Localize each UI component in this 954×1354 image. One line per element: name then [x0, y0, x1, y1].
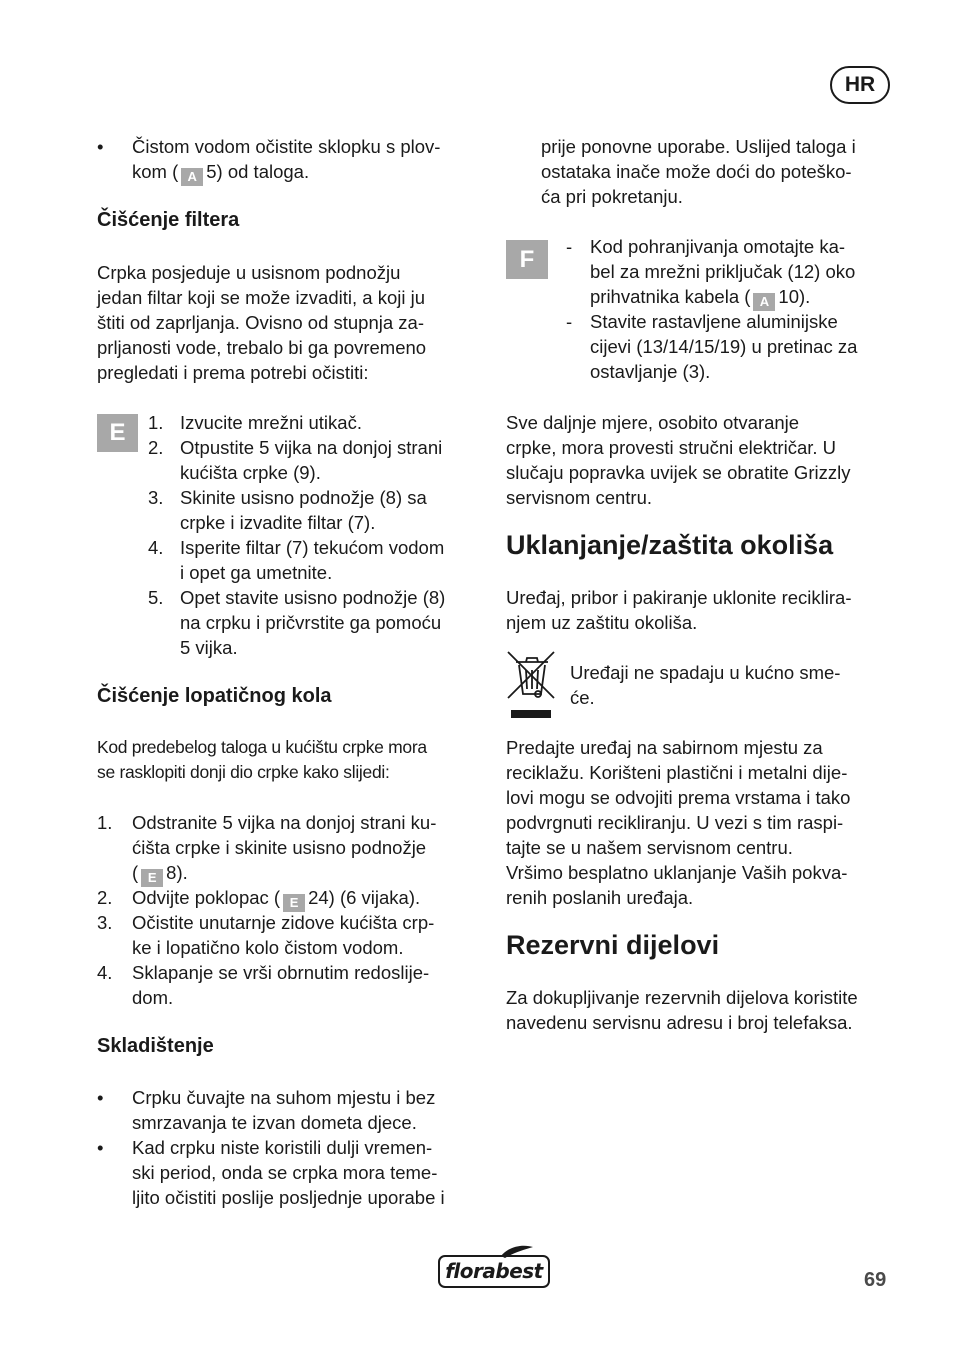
language-badge: HR: [830, 66, 890, 104]
list-item: 4. Isperite filtar (7) tekućom vodom i opet ga umetnite.: [148, 537, 445, 583]
filter-heading: Čišćenje filtera: [97, 209, 240, 231]
list-item: 2. Otpustite 5 vijka na donjoj strani kućišta crpke (9).: [148, 437, 443, 483]
list-item: 4. Sklapanje se vrši obrnutim redoslije- dom.: [97, 962, 430, 1008]
dash-item: - Kod pohranjivanja omotajte ka- bel za mrežni priključak (12) oko prihvatnika kabela ( A 10).: [566, 236, 856, 309]
impeller-steps-list: [97, 810, 487, 1010]
weee-bin-icon: [506, 648, 556, 720]
figure-tag-a: A: [753, 293, 775, 311]
impeller-heading: Čišćenje lopatičnog kola: [97, 685, 332, 707]
figure-tag-a: A: [181, 168, 203, 186]
bullet: •: [97, 136, 104, 157]
bullet-item: • Crpku čuvajte na suhom mjestu i bez smrzavanja te izvan dometa djece.: [97, 1087, 436, 1133]
filter-paragraph: Crpka posjeduje u usisnom podnožju jedan filtar koji se može izvaditi, a koji ju štiti od zaprljanja. Ovisno od stupnja za- prljanosti vode, trebalo bi ga povremeno pregledati i prema potrebi očistiti:: [97, 262, 427, 383]
filter-steps-list: [148, 410, 488, 660]
dash-item: - Stavite rastavljene aluminijske cijevi (13/14/15/19) u pretinac za ostavljanje (3).: [566, 311, 858, 382]
florabest-logo: [437, 1244, 551, 1290]
page-number: 69: [864, 1269, 887, 1291]
continued-paragraph: prije ponovne uporabe. Uslijed taloga i ostataka inače može doći do poteško- ća pri pokretanju.: [541, 136, 856, 207]
list-item: 1. Izvucite mrežni utikač.: [148, 412, 362, 433]
list-item: 3. Skinite usisno podnožje (8) sa crpke i izvadite filtar (7).: [148, 487, 427, 533]
text-line: Čistom vodom očistite sklopku s plov-: [132, 136, 441, 157]
spare-parts-heading: Rezervni dijelovi: [506, 930, 720, 960]
bullet-item: • Kad crpku niste koristili dulji vremen- ski period, onda se crpka mora teme- ljito očistiti poslije posljednje uporabe i: [97, 1137, 445, 1208]
recycling-paragraph: Predajte uređaj na sabirnom mjestu za reciklažu. Korišteni plastični i metalni dije- lovi mogu se odvojiti prema vrstama i tako podvrgnuti recikliranju. U vezi s tim raspi- tajte se u našem servisnom centru. Vršimo besplatno uklanjanje Vaših pokva- renih poslanih uređaja.: [506, 737, 851, 908]
section-box-f: F: [506, 240, 548, 279]
text-line: kom ( A 5) od taloga.: [132, 161, 310, 184]
list-item: 1. Odstranite 5 vijka na donjoj strani ku- ćišta crpke i skinite usisno podnožje ( E 8).: [97, 812, 437, 885]
storage-dash-list: [566, 234, 901, 384]
section-box-e: E: [97, 414, 138, 452]
brand-name: florabest: [445, 1259, 543, 1283]
figure-tag-e: E: [141, 869, 163, 887]
environment-paragraph: Uređaj, pribor i pakiranje uklonite reciklira- njem uz zaštitu okoliša.: [506, 587, 852, 633]
impeller-paragraph: Kod predebelog taloga u kućištu crpke mora se rasklopiti donji dio crpke kako slijedi:: [97, 737, 427, 782]
storage-bullets: [97, 1085, 487, 1210]
environment-heading: Uklanjanje/zaštita okoliša: [506, 530, 834, 560]
list-item: 5. Opet stavite usisno podnožje (8) na crpku i pričvrstite ga pomoću 5 vijka.: [148, 587, 446, 658]
storage-heading: Skladištenje: [97, 1035, 214, 1057]
list-item: 3. Očistite unutarnje zidove kućišta crp- ke i lopatično kolo čistom vodom.: [97, 912, 435, 958]
list-item: 2. Odvijte poklopac ( E 24) (6 vijaka).: [97, 887, 421, 910]
figure-tag-e: E: [283, 894, 305, 912]
service-paragraph: Sve daljnje mjere, osobito otvaranje crpke, mora provesti stručni električar. U slučaju popravka uvijek se obratite Grizzly servisnom centru.: [506, 412, 851, 508]
weee-text: Uređaji ne spadaju u kućno sme- će.: [570, 662, 841, 708]
spare-parts-paragraph: Za dokupljivanje rezervnih dijelova koristite navedenu servisnu adresu i broj telefaksa.: [506, 987, 858, 1033]
